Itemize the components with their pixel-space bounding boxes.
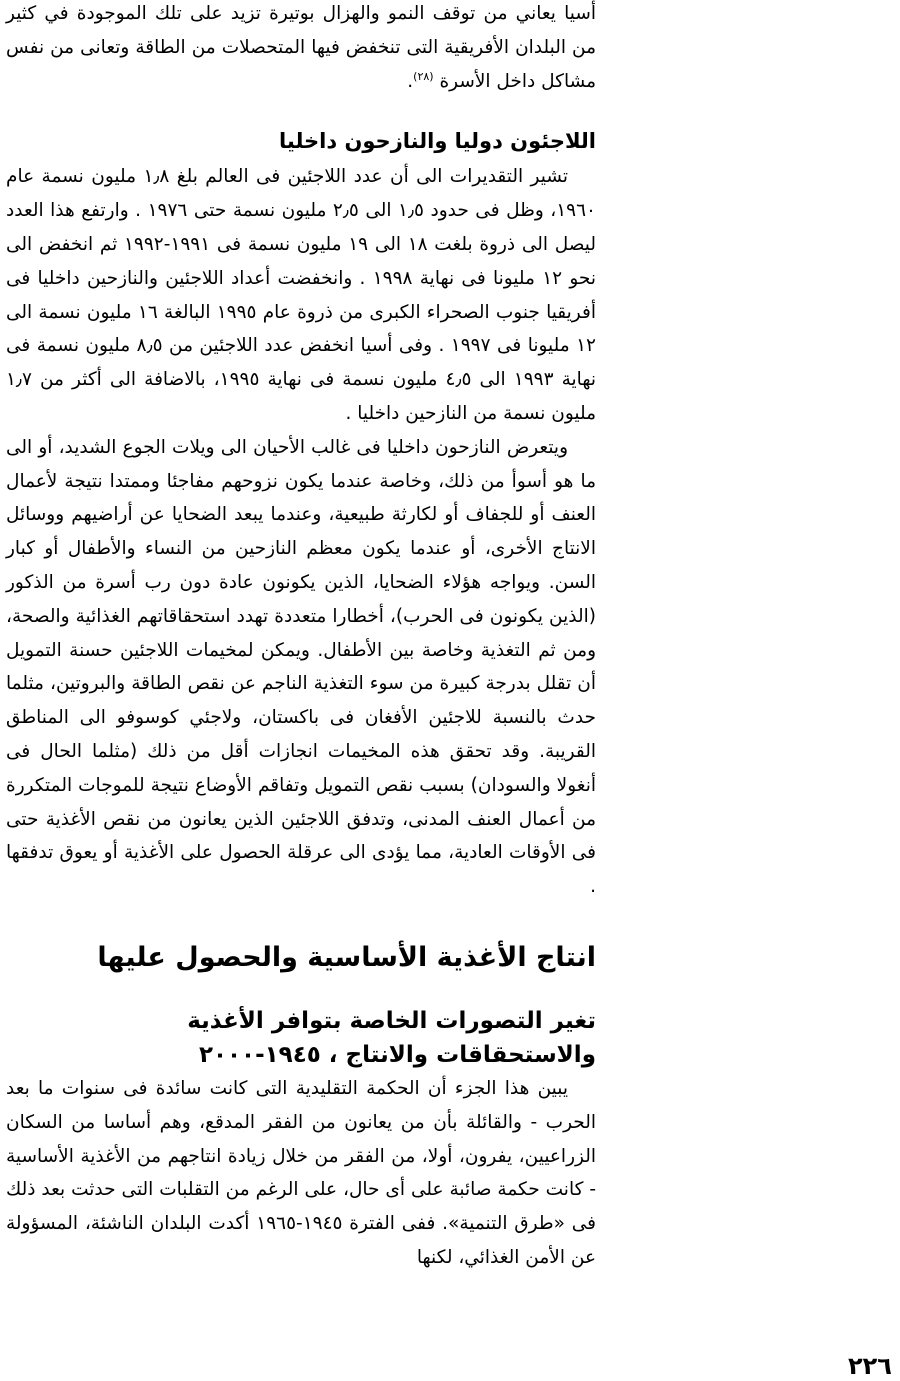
section-heading-refugees: اللاجئون دوليا والنازحون داخليا [279, 129, 596, 154]
spacer [6, 978, 596, 1004]
subsection-heading-line-2: والاستحقاقات والانتاج ، ١٩٤٥-٢٠٠٠ [198, 1041, 596, 1068]
spacer [6, 98, 596, 124]
subsection-heading-line-1: تغير التصورات الخاصة بتوافر الأغذية [187, 1007, 596, 1034]
intro-paragraph-text: أسيا يعاني من توقف النمو والهزال بوتيرة تزيد على تلك الموجودة في كثير من البلدان الأفريقية التى تنخفض فيها المتحصلات من الطاقة وتعانى من نفس مشاكل داخل الأسرة [6, 3, 596, 92]
intro-paragraph [6, 0, 596, 98]
food-paragraph-1: يبين هذا الجزء أن الحكمة التقليدية التى كانت سائدة فى سنوات ما بعد الحرب - والقائلة بأن من يعانون من الفقر المدقع، وهم أساسا من السكان الزراعيين، يفرون، أولا، من الفقر من خلال زيادة انتاجهم من الأغذية الأساسية - كانت حكمة صائبة على أى حال، على الرغم من التقلبات التى حدثت بعد ذلك فى «طرق التنمية». ففى الفترة ١٩٤٥-١٩٦٥ أكدت البلدان الناشئة، المسؤولة عن الأمن الغذائي، لكنها [6, 1077, 596, 1268]
refugees-paragraph-1: تشير التقديرات الى أن عدد اللاجئين فى العالم بلغ ١٫٨ مليون نسمة عام ١٩٦٠، وظل فى حدود ١٫٥ الى ٢٫٥ مليون نسمة حتى ١٩٧٦ . وارتفع هذا العدد ليصل الى ذروة بلغت ١٨ الى ١٩ مليون نسمة فى ١٩٩١-١٩٩٢ ثم انخفض الى نحو ١٢ مليونا فى نهاية ١٩٩٨ . وانخفضت أعداد اللاجئين والنازحين داخليا فى أفريقيا جنوب الصحراء الكبرى من ذروة عام ١٩٩٥ البالغة ١٦ مليون نسمة الى ١٢ مليونا فى ١٩٩٧ . وفى أسيا انخفض عدد اللاجئين من ٨٫٥ مليون نسمة فى نهاية ١٩٩٣ الى ٤٫٥ مليون نسمة فى نهاية ١٩٩٥، بالاضافة الى أكثر من ١٫٧ مليون نسمة من النازحين داخليا . [6, 166, 596, 424]
intro-paragraph-end: . [407, 70, 414, 92]
section-heading-food-production: انتاج الأغذية الأساسية والحصول عليها [97, 941, 596, 973]
subsection-heading [6, 1004, 596, 1072]
spacer [6, 904, 596, 938]
text-column [6, 0, 596, 1275]
footnote-reference: (٢٨) [413, 69, 434, 83]
refugees-paragraph-2: ويتعرض النازحون داخليا فى غالب الأحيان الى ويلات الجوع الشديد، أو الى ما هو أسوأ من ذلك، وخاصة عندما يكون نزوحهم مفاجئا وممتدا نتيجة لأعمال العنف أو للجفاف أو لكارثة طبيعية، وعندما يبعد الضحايا عن أراضيهم ووسائل الانتاج الأخرى، أو عندما يكون معظم النازحين من النساء والأطفال أو كبار السن. ويواجه هؤلاء الضحايا، الذين يكونون عادة دون رب أسرة من الذكور (الذين يكونون فى الحرب)، أخطارا متعددة تهدد استحقاقاتهم الغذائية والصحة، ومن ثم التغذية وخاصة بين الأطفال. ويمكن لمخيمات اللاجئين حسنة التمويل أن تقلل بدرجة كبيرة من سوء التغذية الناجم عن نقص الطاقة والبروتين، مثلما حدث بالنسبة للاجئين الأفغان فى باكستان، ولاجئي كوسوفو الى المناطق القريبة. وقد تحقق هذه المخيمات انجازات أقل من ذلك (مثلما الحال فى أنغولا والسودان) بسبب نقص التمويل وتفاقم الأوضاع نتيجة للموجات المتكررة من أعمال العنف المدنى، وتدفق اللاجئين الذين يعانون من نقص الأغذية حتى فى الأوقات العادية، مما يؤدى الى عرقلة الحصول على الأغذية أو يعوق تدفقها . [6, 436, 596, 898]
page-number: ٢٢٦ [848, 1352, 892, 1380]
